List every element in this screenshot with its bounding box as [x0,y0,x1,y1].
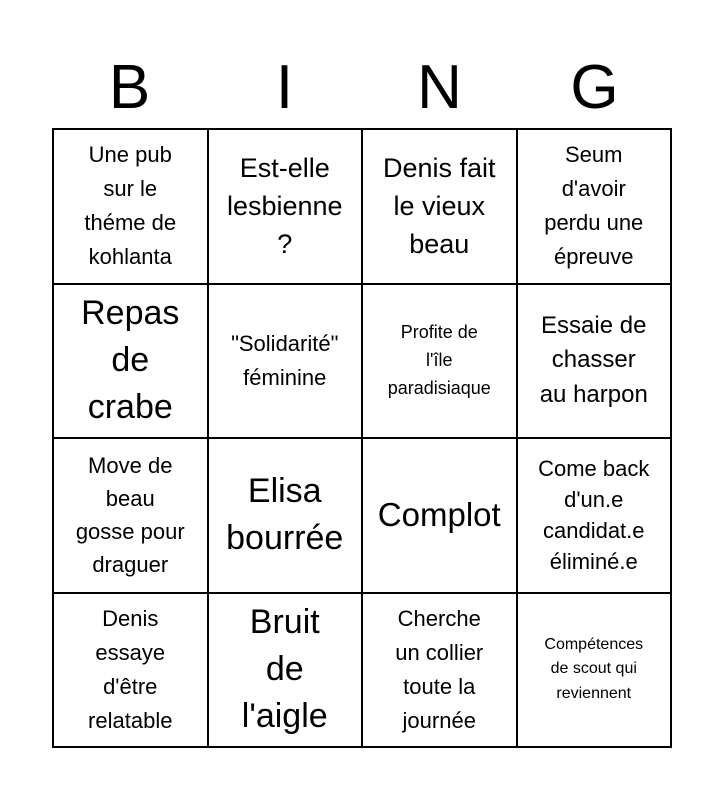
cell-label: Bruit de l'aigle [241,603,328,736]
bingo-cell[interactable] [517,284,672,439]
bingo-grid [52,128,672,748]
bingo-cell[interactable] [362,593,517,748]
bingo-cell[interactable] [208,129,363,284]
bingo-cell[interactable] [517,129,672,284]
cell-label: "Solidarité" féminine [231,330,339,390]
cell-label: Cherche un collier toute la journée [395,605,484,733]
bingo-header [52,50,672,125]
header-letter-b: B [108,53,151,122]
bingo-cell[interactable] [208,593,363,748]
cell-label: Profite de l'île paradisiaque [387,321,491,398]
cell-label: Essaie de chasser au harpon [539,311,648,409]
bingo-cell[interactable] [53,438,208,593]
bingo-cell[interactable] [208,284,363,439]
cell-label: Compétences de scout qui reviennent [544,635,644,703]
cell-label: Repas de crabe [81,294,180,427]
cell-label: Come back d'un.e candidat.e éliminé.e [538,455,650,575]
bingo-cell[interactable] [53,593,208,748]
cell-label: Elisa bourrée [226,472,344,558]
cell-label: Est-elle lesbienne ? [226,152,343,260]
header-letter-n: N [417,53,462,122]
header-letter-i: I [275,53,294,122]
cell-label: Une pub sur le théme de kohlanta [84,142,177,270]
bingo-cell[interactable] [362,129,517,284]
cell-label: Denis essaye d'être relatable [88,605,173,733]
bingo-cell[interactable] [53,284,208,439]
bingo-cell[interactable] [362,284,517,439]
bingo-cell[interactable] [517,593,672,748]
bingo-cell[interactable] [53,129,208,284]
header-letter-g: G [570,53,619,122]
bingo-cell[interactable] [517,438,672,593]
cell-label: Complot [377,496,501,534]
bingo-cell[interactable] [208,438,363,593]
cell-label: Move de beau gosse pour draguer [75,453,185,578]
bingo-cell[interactable] [362,438,517,593]
cell-label: Denis fait le vieux beau [382,152,496,260]
cell-label: Seum d'avoir perdu une épreuve [544,142,644,270]
